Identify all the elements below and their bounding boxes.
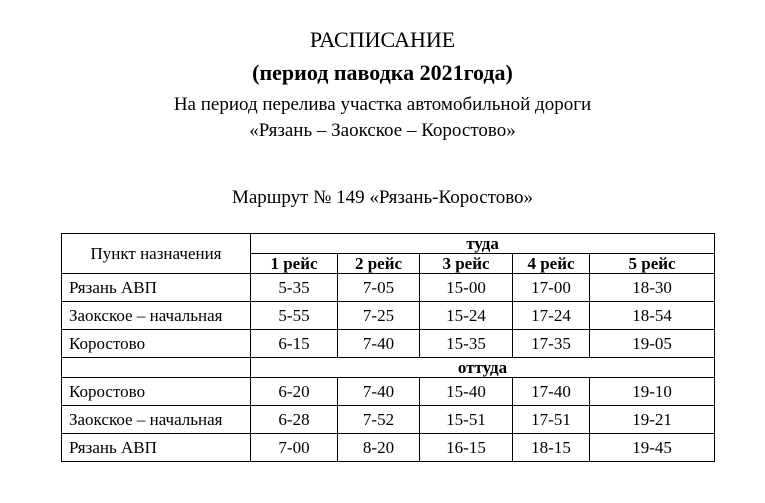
departure-time: 19-21 [590,406,715,434]
departure-time: 18-15 [513,434,590,462]
departure-time: 7-40 [338,330,420,358]
departure-time: 7-00 [251,434,338,462]
stop-name: Рязань АВП [62,434,251,462]
departure-time: 15-51 [420,406,513,434]
return-direction-header: оттуда [251,358,715,378]
departure-time: 15-35 [420,330,513,358]
departure-time: 6-28 [251,406,338,434]
departure-time: 17-51 [513,406,590,434]
departure-time: 19-05 [590,330,715,358]
departure-time: 5-35 [251,274,338,302]
departure-time: 19-45 [590,434,715,462]
departure-time: 17-35 [513,330,590,358]
departure-time: 17-40 [513,378,590,406]
departure-time: 15-24 [420,302,513,330]
destination-header: Пункт назначения [62,234,251,274]
stop-name: Рязань АВП [62,274,251,302]
trip-header: 2 рейс [338,254,420,274]
table-row [62,378,715,406]
table-row [62,274,715,302]
departure-time: 15-40 [420,378,513,406]
table-row [62,406,715,434]
stop-name: Коростово [62,378,251,406]
table-row [62,434,715,462]
description-line-1: На период перелива участка автомобильной дороги [173,94,592,115]
trip-header: 4 рейс [513,254,590,274]
departure-time: 5-55 [251,302,338,330]
departure-time: 7-05 [338,274,420,302]
stop-name: Коростово [62,330,251,358]
departure-time: 16-15 [420,434,513,462]
table-row [62,302,715,330]
trip-header: 3 рейс [420,254,513,274]
departure-time: 6-15 [251,330,338,358]
route-title: Маршрут № 149 «Рязань-Коростово» [231,187,534,208]
schedule-table [61,233,715,462]
trip-header: 1 рейс [251,254,338,274]
departure-time: 7-25 [338,302,420,330]
stop-name: Заокское – начальная [62,406,251,434]
departure-time: 17-00 [513,274,590,302]
page-subtitle: (период паводка 2021года) [252,60,513,85]
departure-time: 18-54 [590,302,715,330]
page-title: РАСПИСАНИЕ [309,27,456,52]
departure-time: 15-00 [420,274,513,302]
departure-time: 6-20 [251,378,338,406]
departure-time: 18-30 [590,274,715,302]
trip-header: 5 рейс [590,254,715,274]
stop-name: Заокское – начальная [62,302,251,330]
table-row [62,330,715,358]
departure-time: 19-10 [590,378,715,406]
departure-time: 8-20 [338,434,420,462]
empty-cell [62,358,251,378]
description-line-2: «Рязань – Заокское – Коростово» [249,120,516,141]
departure-time: 17-24 [513,302,590,330]
outbound-direction-header: туда [251,234,715,254]
departure-time: 7-40 [338,378,420,406]
departure-time: 7-52 [338,406,420,434]
